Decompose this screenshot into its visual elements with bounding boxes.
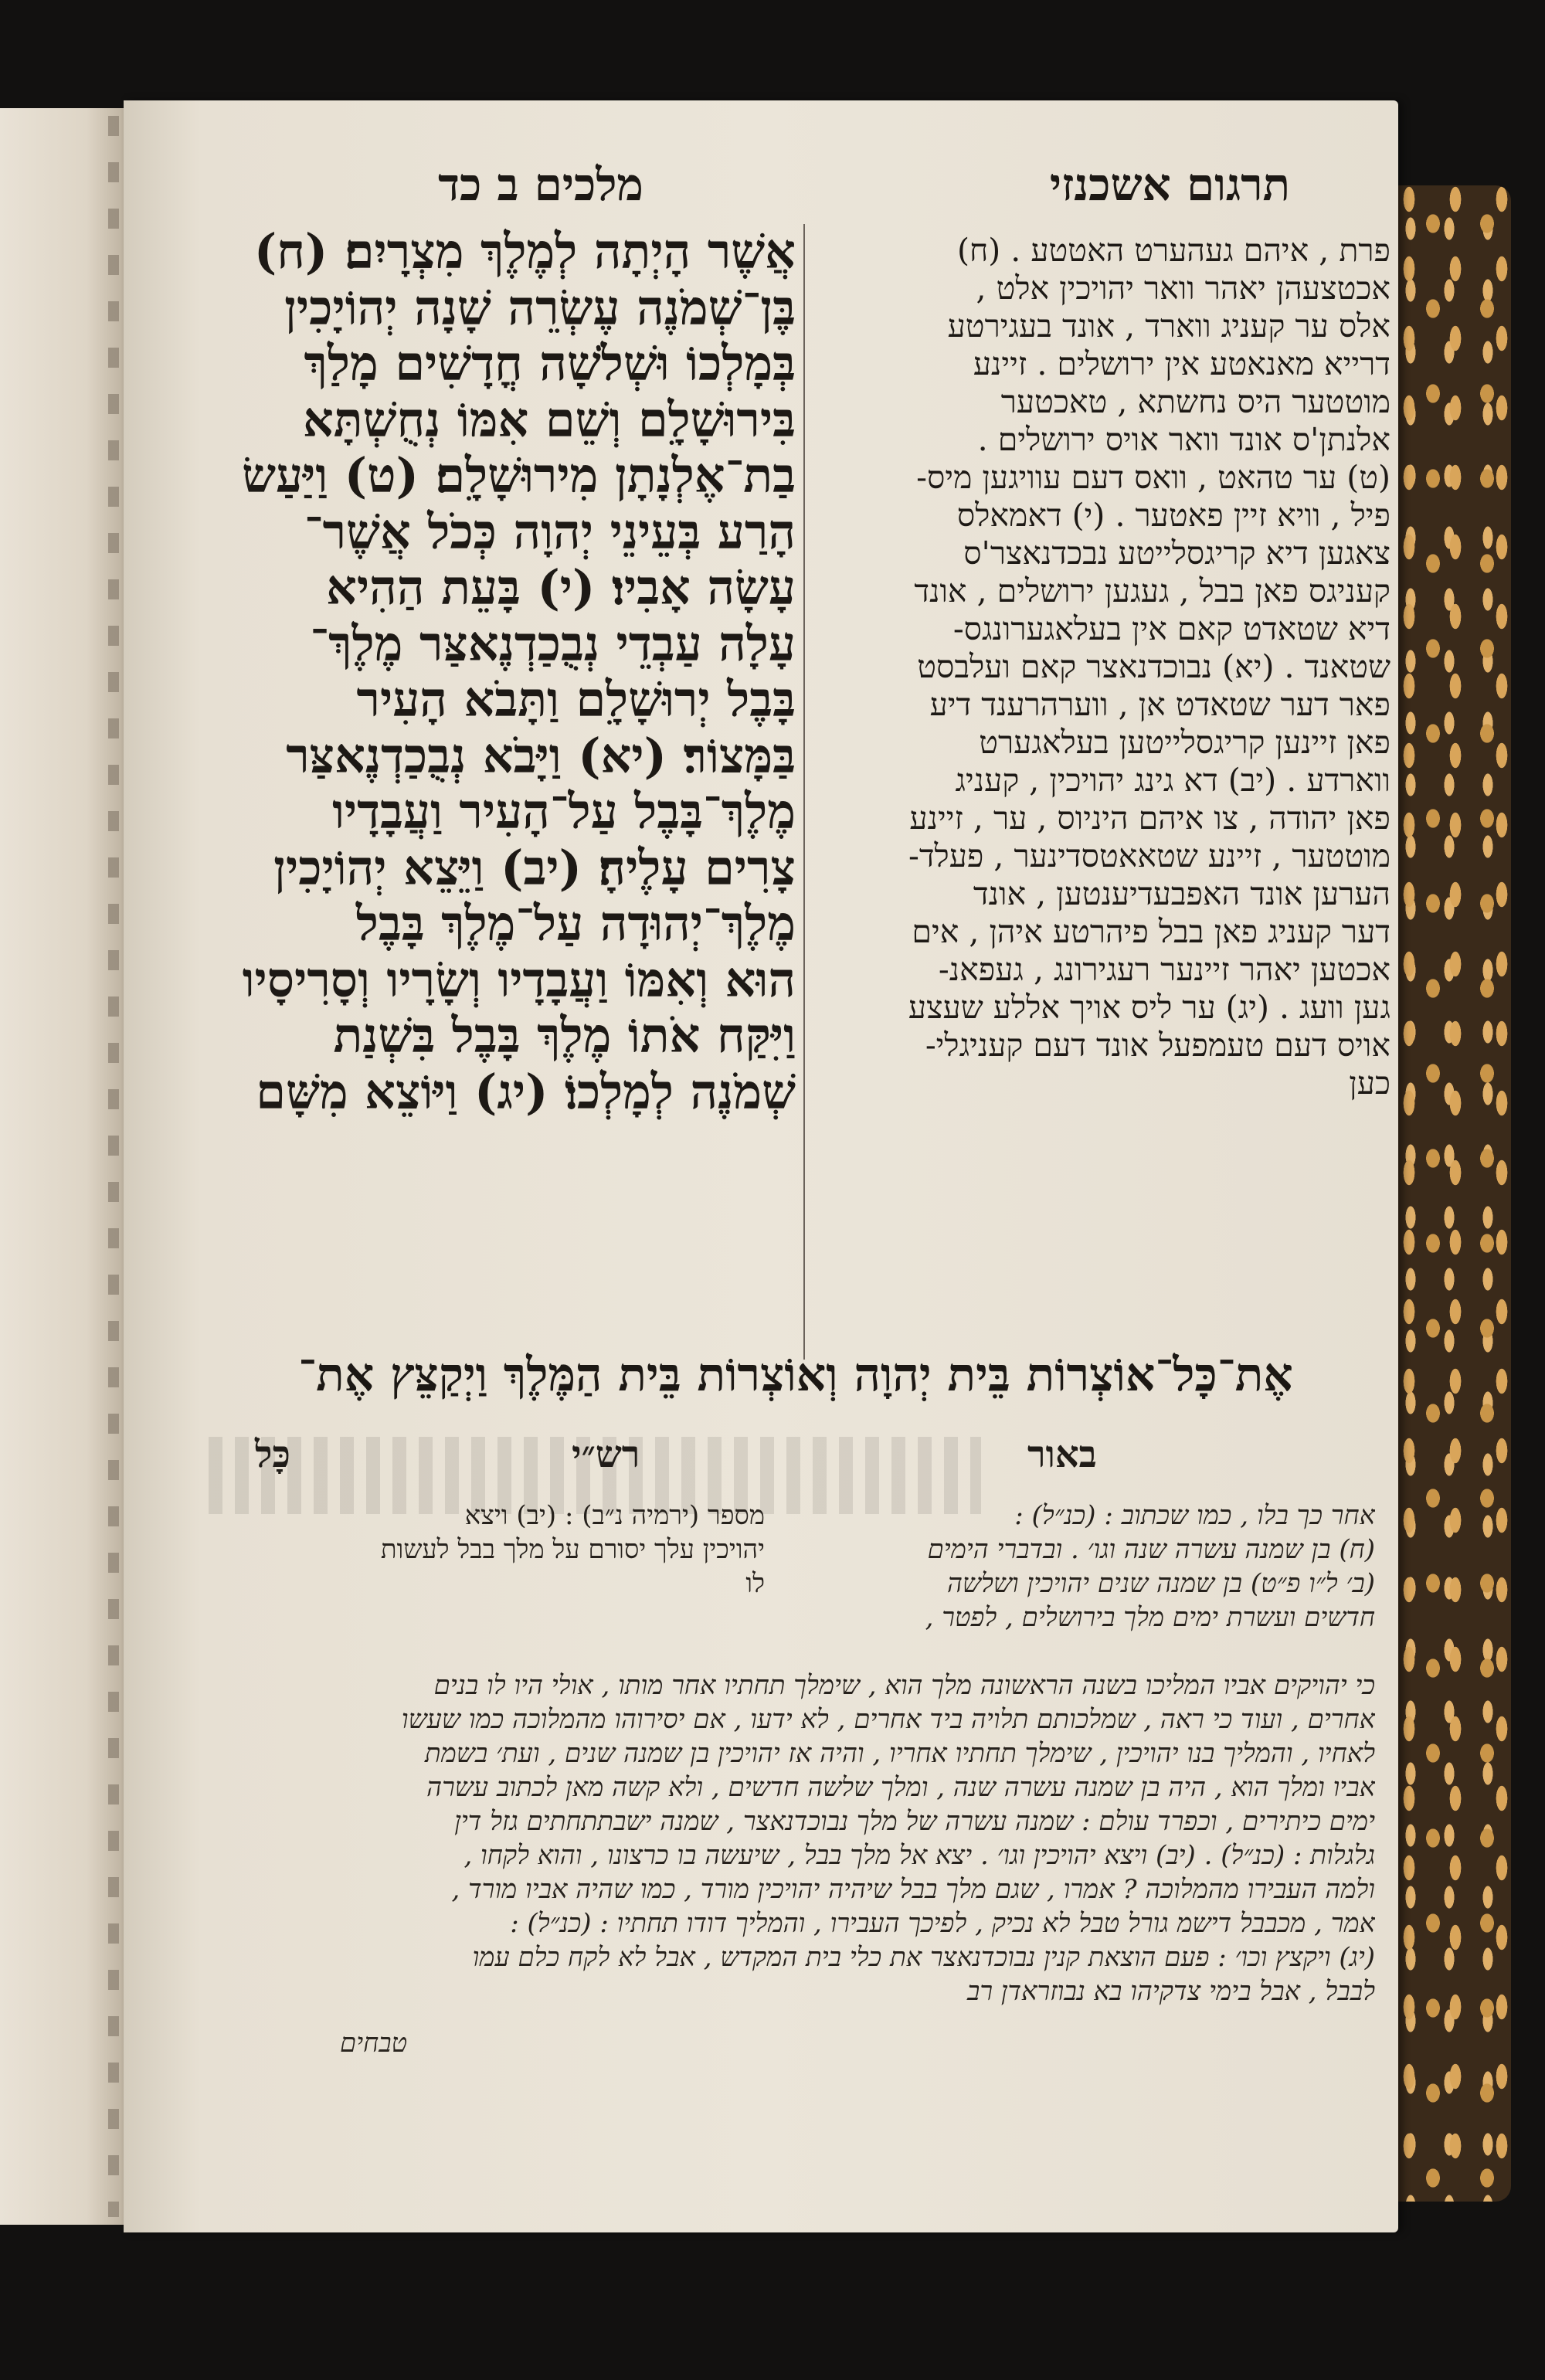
targum-line: קעניגס פאן בבל , געגען ירושלים , אונד xyxy=(914,572,1390,609)
biur-line: ולמה העבירו מהמלוכה ? אמרו , שגם מלך בבל שיהיה יהויכין מורד , כמו שהיה אביו מורד , xyxy=(451,1874,1375,1905)
rashi-line: מספר (ירמיה נ״ב) : (יב) ויצא xyxy=(464,1500,765,1531)
targum-line: ווארדע . (יב) דא גינג יהויכין , קעניג xyxy=(955,762,1390,799)
targum-line: אכטען יאהר זיינער רעגירונג , געפאנ- xyxy=(938,951,1390,988)
biur-commentary-full xyxy=(209,1669,1375,2008)
biur-line: חדשים ועשרת ימים מלך בירושלים , לפטר , xyxy=(925,1602,1375,1633)
targum-line: פאן יהודה , צו איהם היניוס , ער , זיינע xyxy=(909,800,1390,837)
targum-column xyxy=(819,232,1390,1102)
bible-line: הָרַע בְּעֵינֵי יְהוָה כְּכֹל אֲשֶׁר־ xyxy=(304,504,796,560)
targum-line: (ט) ער טהאט , וואס דעם עוויגען מיס- xyxy=(916,459,1390,496)
biur-line: לאחיו , והמליך בנו יהויכין , שימלך תחתיו אחריו , והיה אז יהויכין בן שמנה שנים , ועת׳ בשמת xyxy=(424,1738,1375,1769)
targum-line: כען xyxy=(1349,1064,1390,1102)
rashi-heading: רש״י xyxy=(572,1433,640,1476)
column-divider xyxy=(803,224,805,1360)
targum-line: דיא שטאדט קאם אין בעלאגערונגס- xyxy=(952,610,1390,647)
catchword: טבחים xyxy=(340,2028,408,2059)
facing-page-edge xyxy=(0,108,124,2225)
book-fore-edge xyxy=(1390,185,1511,2202)
bible-line: מֶלֶךְ־בָּבֶל עַל־הָעִיר וַעֲבָדָיו xyxy=(332,784,796,840)
biur-line: אחרים , ועוד כי ראה , שמלכותם תלויה ביד אחרים , לא ידעו , אם יסירוהו מהמלוכה כמו שעשו xyxy=(401,1704,1375,1735)
targum-line: פאן זיינען קריגסלייטען בעלאגערט xyxy=(979,724,1390,761)
biur-line: ימים כיתירים , וכפרד עולם : שמנה עשרה של מלך נבוכדנאצר , שמנה ישבתתחתים גזל דין xyxy=(454,1806,1375,1837)
targum-line: פרת , איהם געהערט האטטע . (ח) xyxy=(956,232,1390,269)
targum-line: פאר דער שטאדט אן , ווערהרענד דיע xyxy=(929,686,1390,723)
targum-line: אכטצעהן יאהר וואר יהויכין אלט , xyxy=(976,270,1390,307)
bible-line: צָרִים עָלֶיהָ׃ (יב) וַיֵּצֵא יְהוֹיָכִין xyxy=(273,840,796,896)
targum-line: דרייא מאנאטע אין ירושלים . זיינע xyxy=(973,345,1390,382)
bible-line: בֶּן־שְׁמֹנֶה עֶשְׂרֵה שָׁנָה יְהוֹיָכִין xyxy=(284,280,796,336)
running-head-left: מלכים ב כד xyxy=(438,158,643,211)
biur-line: אחר כך בלו , כמו שכתוב : (כנ״ל) : xyxy=(1014,1500,1375,1531)
targum-line: צאגען דיא קריגסלייטע נבכדנאצר'ס xyxy=(963,535,1390,572)
rashi-line: יהויכין עלך יסורם על מלך בבל לעשות xyxy=(380,1534,765,1565)
bible-text-column xyxy=(209,224,796,1120)
biur-line: (ח) בן שמנה עשרה שנה וגו׳ . ובדברי הימים xyxy=(927,1534,1375,1565)
targum-line: הערען אונד האפבעדיענטען , אונד xyxy=(973,875,1390,912)
running-head-right: תרגום אשכנזי xyxy=(1049,158,1290,211)
targum-line: אויס דעם טעמפעל אונד דעם קעניגלי- xyxy=(925,1027,1390,1064)
bible-line: בְּמָלְכוֹ וּשְׁלֹשָׁה חֳדָשִׁים מָלַךְ xyxy=(304,336,796,392)
biur-commentary-top xyxy=(803,1499,1375,1635)
rashi-line: לו xyxy=(745,1568,765,1599)
bible-full-width-line: אֶת־כָּל־אוֹצְרוֹת בֵּית יְהוָה וְאוֹצְרוֹת בֵּית הַמֶּלֶךְ וַיְקַצֵּץ אֶת־ xyxy=(298,1348,1293,1402)
biur-line: (ב׳ ל״ו פ״ט) בן שמנה שנים יהויכין ושלשה xyxy=(946,1568,1375,1599)
rashi-commentary xyxy=(209,1499,765,1601)
targum-line: מוטטער , זיינע שטאאטסדינער , פעלד- xyxy=(908,837,1390,874)
bible-line: עָשָׂה אָבִיו׃ (י) בָּעֵת הַהִיא xyxy=(326,560,796,616)
biur-line: לבבל , אבל בימי צדקיהו בא נבוזראדן רב xyxy=(966,1976,1375,2007)
full-line-tail: כָּל xyxy=(255,1433,290,1476)
bible-line: עָלָה עַבְדֵי נְבֻכַדְנֶאצַּר מֶלֶךְ־ xyxy=(310,616,796,672)
bible-line: אֲשֶׁר הָיְתָה לְמֶלֶךְ מִצְרָיִם׃ (ח) xyxy=(253,224,796,280)
bible-line: שְׁמֹנֶה לְמָלְכוֹ׃ (יג) וַיּוֹצֵא מִשָּׁם xyxy=(256,1064,796,1120)
biur-heading: באור xyxy=(1027,1433,1097,1476)
bible-line: בִּירוּשָׁלָ͏ִם וְשֵׁם אִמּוֹ נְחֻשְׁתָּא xyxy=(302,392,796,448)
targum-line: פיל , וויא זיין פאטער . (י) דאמאלס xyxy=(956,497,1390,534)
targum-line: גען וועג . (יג) ער ליס אויך אללע שעצע xyxy=(908,989,1390,1026)
bible-line: בָּבֶל יְרוּשָׁלָ͏ִם וַתָּבֹא הָעִיר xyxy=(356,672,796,728)
biur-line: אביו ומלך הוא , היה בן שמנה עשרה שנה , ומלך שלשה חדשים , ולא קשה מאן לכתוב עשרה xyxy=(426,1772,1375,1803)
bible-line: הוּא וְאִמּוֹ וַעֲבָדָיו וְשָׂרָיו וְסָרִיסָיו xyxy=(242,952,796,1008)
biur-line: (יג) ויקצץ וכו׳ : פעם הוצאת קנין נבוכדנאצר את כלי בית המקדש , אבל לא לקח כלם עמו xyxy=(472,1942,1375,1973)
targum-line: אלנתן'ס אונד וואר אויס ירושלים . xyxy=(977,421,1390,458)
binding-stitching xyxy=(108,116,119,2217)
bible-line: מֶלֶךְ־יְהוּדָה עַל־מֶלֶךְ בָּבֶל xyxy=(355,896,796,952)
bible-line: בַּמָּצוֹר׃ (יא) וַיָּבֹא נְבֻכַדְנֶאצַּר xyxy=(286,728,796,784)
targum-line: דער קעניג פאן בבל פיהרטע איהן , אים xyxy=(912,913,1390,950)
biur-line: גלגלות : (כנ״ל) . (יב) ויצא יהויכין וגו׳ . יצא אל מלך בבל , שיעשה בו כרצונו , והוא לקחו , xyxy=(464,1840,1375,1871)
bible-line: וַיִּקַּח אֹתוֹ מֶלֶךְ בָּבֶל בִּשְׁנַת xyxy=(333,1008,796,1064)
targum-line: שטאנד . (יא) נבוכדנאצר קאם ועלבסט xyxy=(917,648,1390,685)
targum-line: אלס ער קעניג ווארד , אונד בעגירטע xyxy=(947,307,1390,345)
biur-line: אמר , מכבבל דישמ גורל טבל לא נכיק , לפיכך העבירו , והמליך דודו תחתיו : (כנ״ל) : xyxy=(510,1908,1375,1939)
targum-line: מוטטער היס נחשתא , טאכטער xyxy=(1000,383,1390,420)
bible-line: בַת־אֶלְנָתָן מִירוּשָׁלָ͏ִם׃ (ט) וַיַּעַשׂ xyxy=(242,448,796,504)
biur-line: כי יהויקים אביו המליכו בשנה הראשונה מלך הוא , שימלך תחתיו אחר מותו , אולי היו לו בנים xyxy=(433,1670,1375,1701)
